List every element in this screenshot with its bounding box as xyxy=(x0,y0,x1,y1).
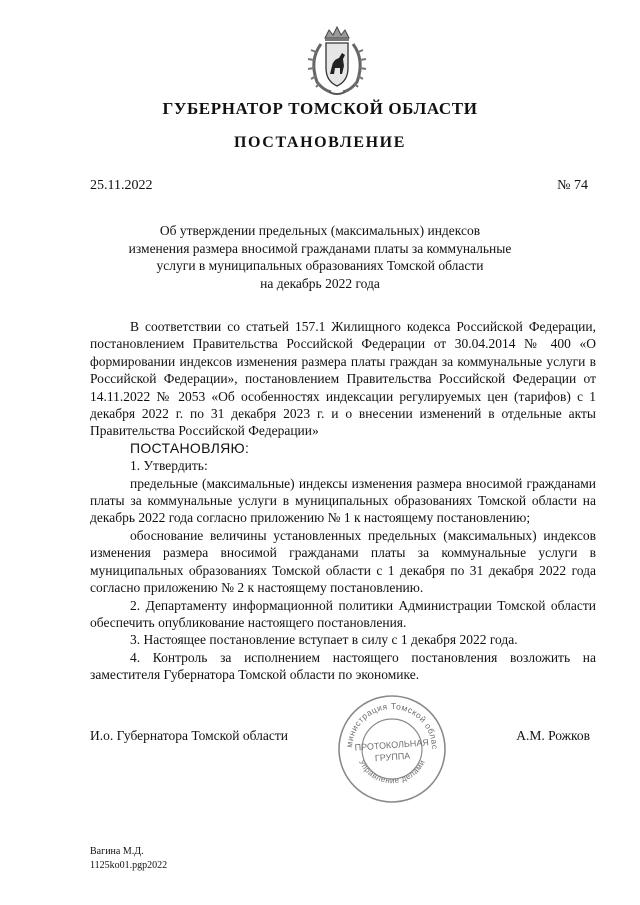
document-date: 25.11.2022 xyxy=(90,178,153,193)
executor-info xyxy=(90,845,167,873)
official-stamp xyxy=(336,693,448,805)
document-subject xyxy=(100,222,540,292)
stamp-center-line-2: ГРУППА xyxy=(374,750,411,764)
item-3: 3. Настоящее постановление вступает в силу с 1 декабря 2022 года. xyxy=(130,632,518,648)
item-1-heading: 1. Утвердить: xyxy=(130,458,208,474)
preamble-paragraph: В соответствии со статьей 157.1 Жилищного кодекса Российской Федерации, постановлением Правительства Российской Федерации от 30.04.2014 № 400 «О формировании индексов изменения размера платы граждан за коммунальные услуги в Российской Федерации», постановлением Правительства Российской Федерации от 14.11.2022 № 2053 «Об особенностях индексации регулируемых цен (тарифов) с 1 декабря 2022 г. по 31 декабря 2023 г. и о внесении изменений в отдельные акты Правительства Российской Федерации» xyxy=(90,319,596,439)
signer-name: А.М. Рожков xyxy=(516,728,590,743)
document-number: № 74 xyxy=(557,178,588,193)
subject-line: Об утверждении предельных (максимальных) индексов xyxy=(159,223,481,238)
svg-text:Управление делами xyxy=(357,758,427,785)
decree-word: ПОСТАНОВЛЯЮ: xyxy=(130,439,250,456)
stamp-bottom-text: Управление делами xyxy=(357,758,427,786)
item-1-subitem-b: обоснование величины установленных предельных (максимальных) индексов изменения размера вносимой гражданами платы за коммунальные услуги в муниципальных образованиях Томской области с 1 декабря по 31 декабря 2022 года согласно приложению № 2 к настоящему постановлению. xyxy=(90,527,596,596)
subject-line: услуги в муниципальных образованиях Томской области xyxy=(156,258,484,273)
subject-line: на декабрь 2022 года xyxy=(260,275,380,291)
item-2: 2. Департаменту информационной политики Администрации Томской области обеспечить опубликование настоящего постановления. xyxy=(90,597,596,630)
tomsk-region-coat-of-arms-icon xyxy=(299,22,375,98)
signer-position: И.о. Губернатора Томской области xyxy=(90,728,288,743)
stamp-outer-text: министрация Томской облас xyxy=(343,700,441,750)
item-4: 4. Контроль за исполнением настоящего постановления возложить на заместителя Губернатора Томской области по экономике. xyxy=(90,649,596,683)
document-type: ПОСТАНОВЛЕНИЕ xyxy=(234,134,406,151)
item-1-subitem-a: предельные (максимальные) индексы изменения размера вносимой гражданами платы за коммунальные услуги в муниципальных образованиях Томской области на декабрь 2022 года согласно приложению № 1 к настоящему постановлению; xyxy=(90,475,596,526)
stamp-center-line-1: ПРОТОКОЛЬНАЯ xyxy=(354,737,430,753)
subject-line: изменения размера вносимой гражданами платы за коммунальные xyxy=(128,240,512,256)
executor-name: Вагина М.Д. xyxy=(90,846,144,857)
document-body xyxy=(90,318,596,684)
executor-file: 1125ko01.pgp2022 xyxy=(90,860,168,871)
authority-title: ГУБЕРНАТОР ТОМСКОЙ ОБЛАСТИ xyxy=(162,99,478,118)
